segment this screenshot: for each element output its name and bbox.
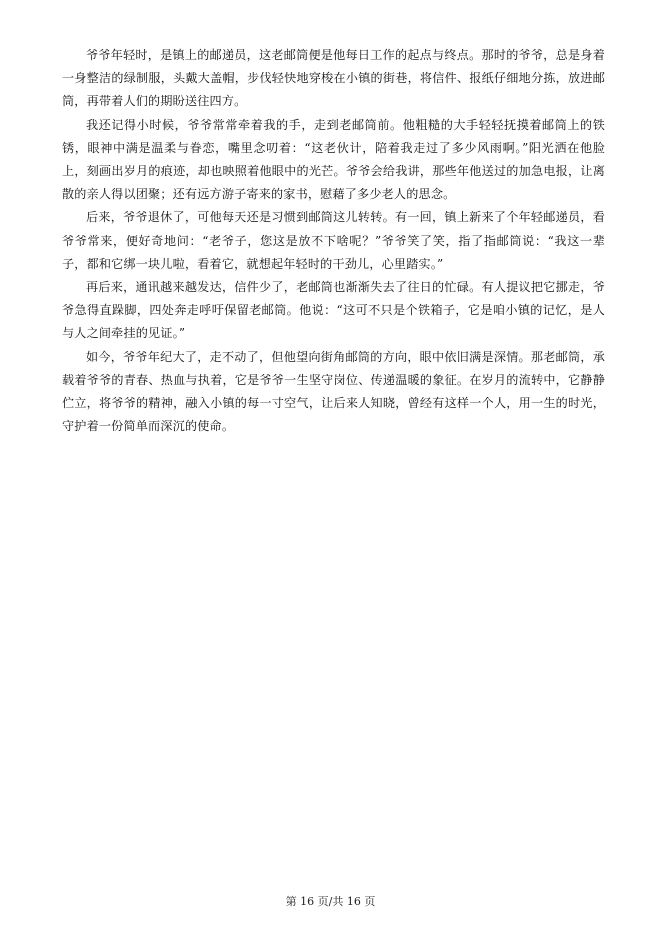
paragraph-5: 如今，爷爷年纪大了，走不动了，但他望向街角邮筒的方向，眼中依旧满是深情。那老邮筒，承载着爷爷的青春、热血与执着，它是爷爷一生坚守岗位、传递温暖的象征。在岁月的流转中，它静静伫立，将爷爷的精神，融入小镇的每一寸空气，让后来人知晓，曾经有这样一个人，用一生的时光，守护着一份简单而深沉的使命。 — [62, 349, 605, 434]
page-number-footer: 第 16 页/共 16 页 — [285, 895, 376, 908]
article-body — [62, 44, 605, 438]
paragraph-1: 爷爷年轻时，是镇上的邮递员，这老邮筒便是他每日工作的起点与终点。那时的爷爷，总是身着一身整洁的绿制服，头戴大盖帽，步伐轻快地穿梭在小镇的街巷，将信件、报纸仔细地分拣，放进邮筒，再带着人们的期盼送往四方。 — [62, 48, 605, 109]
paragraph-2: 我还记得小时候，爷爷常常牵着我的手，走到老邮筒前。他粗糙的大手轻轻抚摸着邮筒上的铁锈，眼神中满是温柔与眷恋，嘴里念叨着：“这老伙计，陪着我走过了多少风雨啊。”阳光洒在他脸上，刻画出岁月的痕迹，却也映照着他眼中的光芒。爷爷会给我讲，那些年他送过的加急电报，让离散的亲人得以团聚；还有远方游子寄来的家书，慰藉了多少老人的思念。 — [62, 117, 605, 202]
paragraph-4: 再后来，通讯越来越发达，信件少了，老邮筒也渐渐失去了往日的忙碌。有人提议把它挪走，爷爷急得直跺脚，四处奔走呼吁保留老邮筒。他说：“这可不只是个铁箱子，它是咱小镇的记忆，是人与人之间牵挂的见证。” — [62, 280, 605, 341]
paragraph-3: 后来，爷爷退休了，可他每天还是习惯到邮筒这儿转转。有一回，镇上新来了个年轻邮递员，看爷爷常来，便好奇地问：“老爷子，您这是放不下啥呢？”爷爷笑了笑，指了指邮筒说：“我这一辈子，都和它绑一块儿啦，看着它，就想起年轻时的干劲儿，心里踏实。” — [62, 210, 605, 271]
